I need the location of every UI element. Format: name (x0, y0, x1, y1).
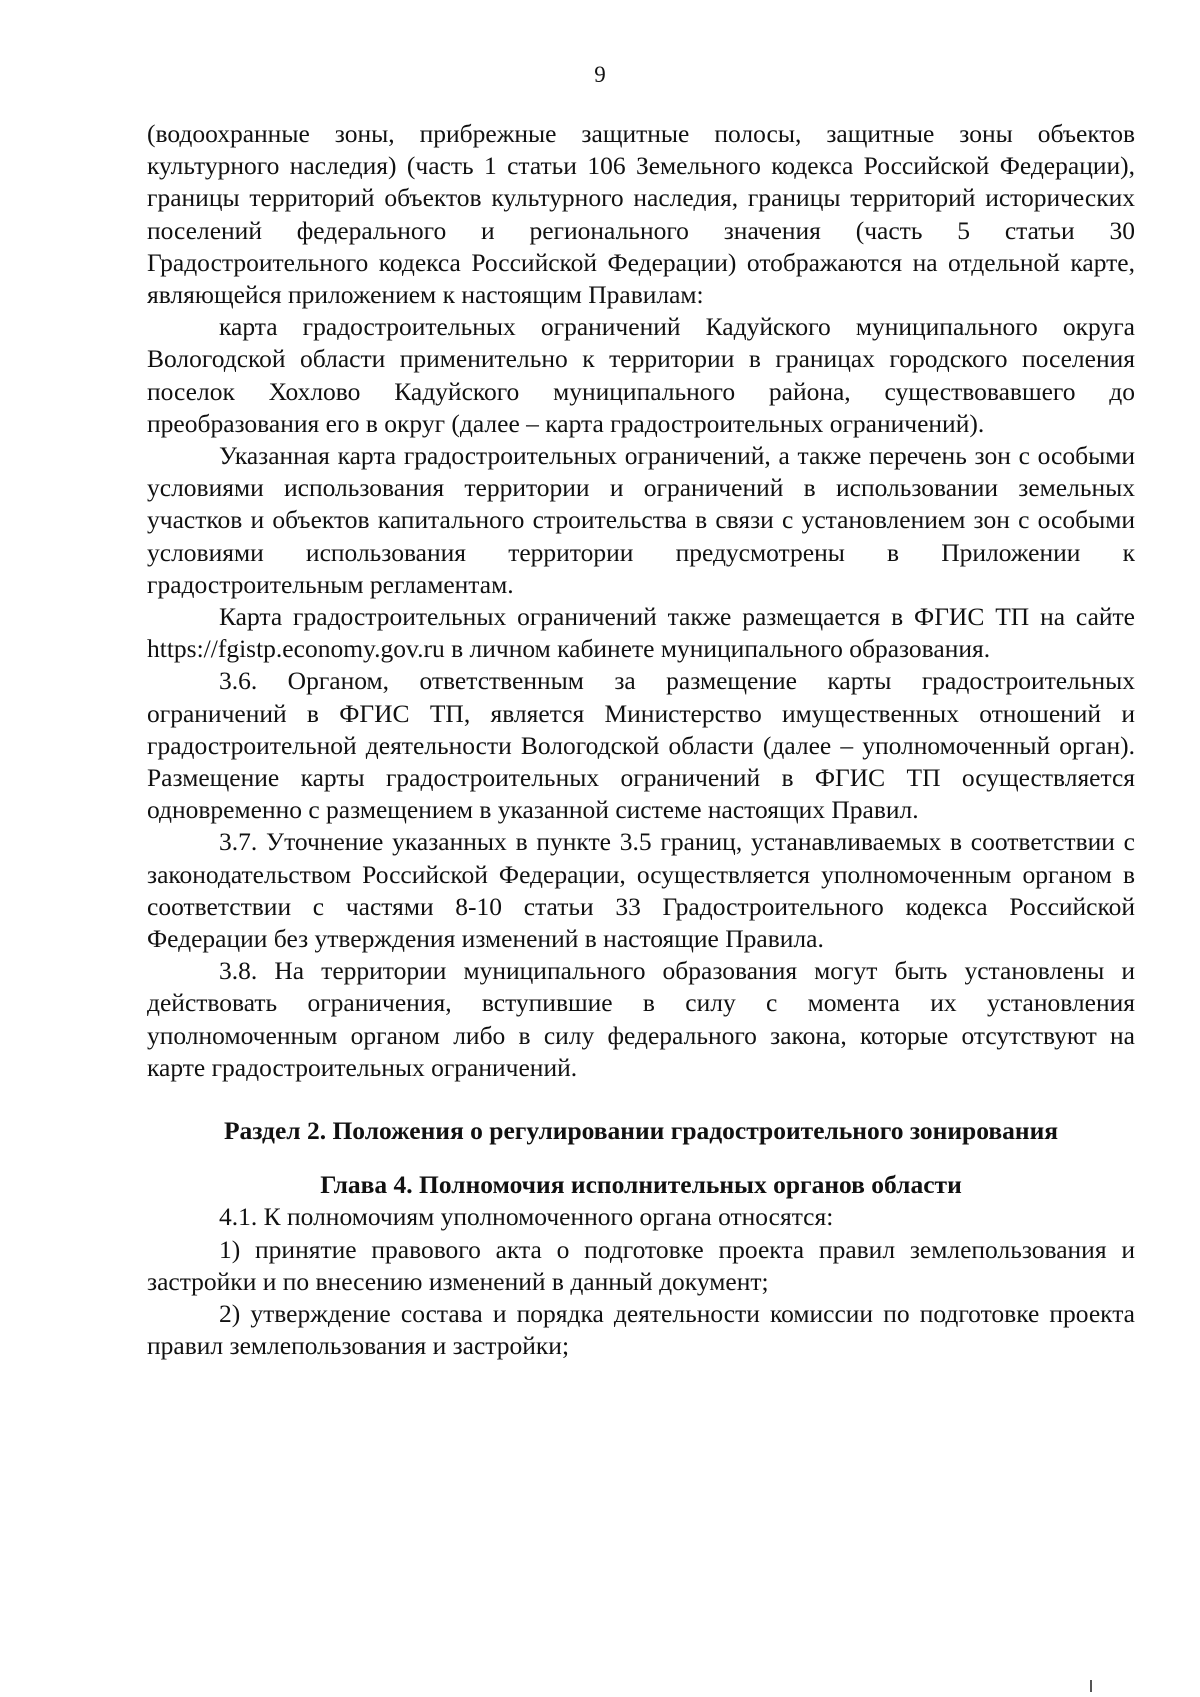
paragraph: Карта градостроительных ограничений также размещается в ФГИС ТП на сайте https://fgistp.economy.gov.ru в личном кабинете муниципального образования. (147, 602, 1135, 664)
clause-3-7: 3.7. Уточнение указанных в пункте 3.5 границ, устанавливаемых в соответствии с законодательством Российской Федерации, осуществляется уполномоченным органом в соответствии с частями 8-10 статьи 33 Градостроительного кодекса Российской Федерации без утверждения изменений в настоящие Правила. (147, 827, 1135, 954)
clause-4-1: 4.1. К полномочиям уполномоченного органа относятся: (219, 1202, 834, 1232)
clause-3-8: 3.8. На территории муниципального образования могут быть установлены и действовать ограничения, вступившие в силу с момента их установления уполномоченным органом либо в силу федерального закона, которые отсутствуют на карте градостроительных ограничений. (147, 956, 1135, 1082)
paragraph: Указанная карта градостроительных ограничений, а также перечень зон с особыми условиями использования территории и ограничений в использовании земельных участков и объектов капитального строительства в связи с установлением зон с особыми условиями использования территории предусмотрены в Приложении к градостроительным регламентам. (147, 441, 1135, 599)
list-item: 2) утверждение состава и порядка деятельности комиссии по подготовке проекта правил землепользования и застройки; (147, 1298, 1135, 1361)
paragraph: (водоохранные зоны, прибрежные защитные полосы, защитные зоны объектов культурного наследия) (часть 1 статьи 106 Земельного кодекса Российской Федерации), границы территорий объектов культурного наследия, границы территорий исторических поселений федерального и регионального значения (часть 5 статьи 30 Градостроительного кодекса Российской Федерации) отображаются на отдельной карте, являющейся приложением к настоящим Правилам: (147, 119, 1135, 310)
scan-mark (1090, 1680, 1092, 1692)
section-heading: Раздел 2. Положения о регулировании градостроительного зонирования (223, 1116, 1059, 1146)
chapter-heading: Глава 4. Полномочия исполнительных органов области (320, 1170, 962, 1200)
paragraph: карта градостроительных ограничений Кадуйского муниципального округа Вологодской области применительно к территории в границах городского поселения поселок Хохлово Кадуйского муниципального района, существовавшего до преобразования его в округ (далее – карта градостроительных ограничений). (147, 312, 1135, 438)
page-number: 9 (594, 62, 606, 87)
document-body (147, 118, 1135, 1362)
clause-3-6: 3.6. Органом, ответственным за размещение карты градостроительных ограничений в ФГИС ТП, является Министерство имущественных отношений и градостроительной деятельности Вологодской области (далее – уполномоченный орган). Размещение карты градостроительных ограничений в ФГИС ТП осуществляется одновременно с размещением в указанной системе настоящих Правил. (147, 666, 1135, 825)
list-item: 1) принятие правового акта о подготовке проекта правил землепользования и застройки и по внесению изменений в данный документ; (147, 1234, 1135, 1296)
